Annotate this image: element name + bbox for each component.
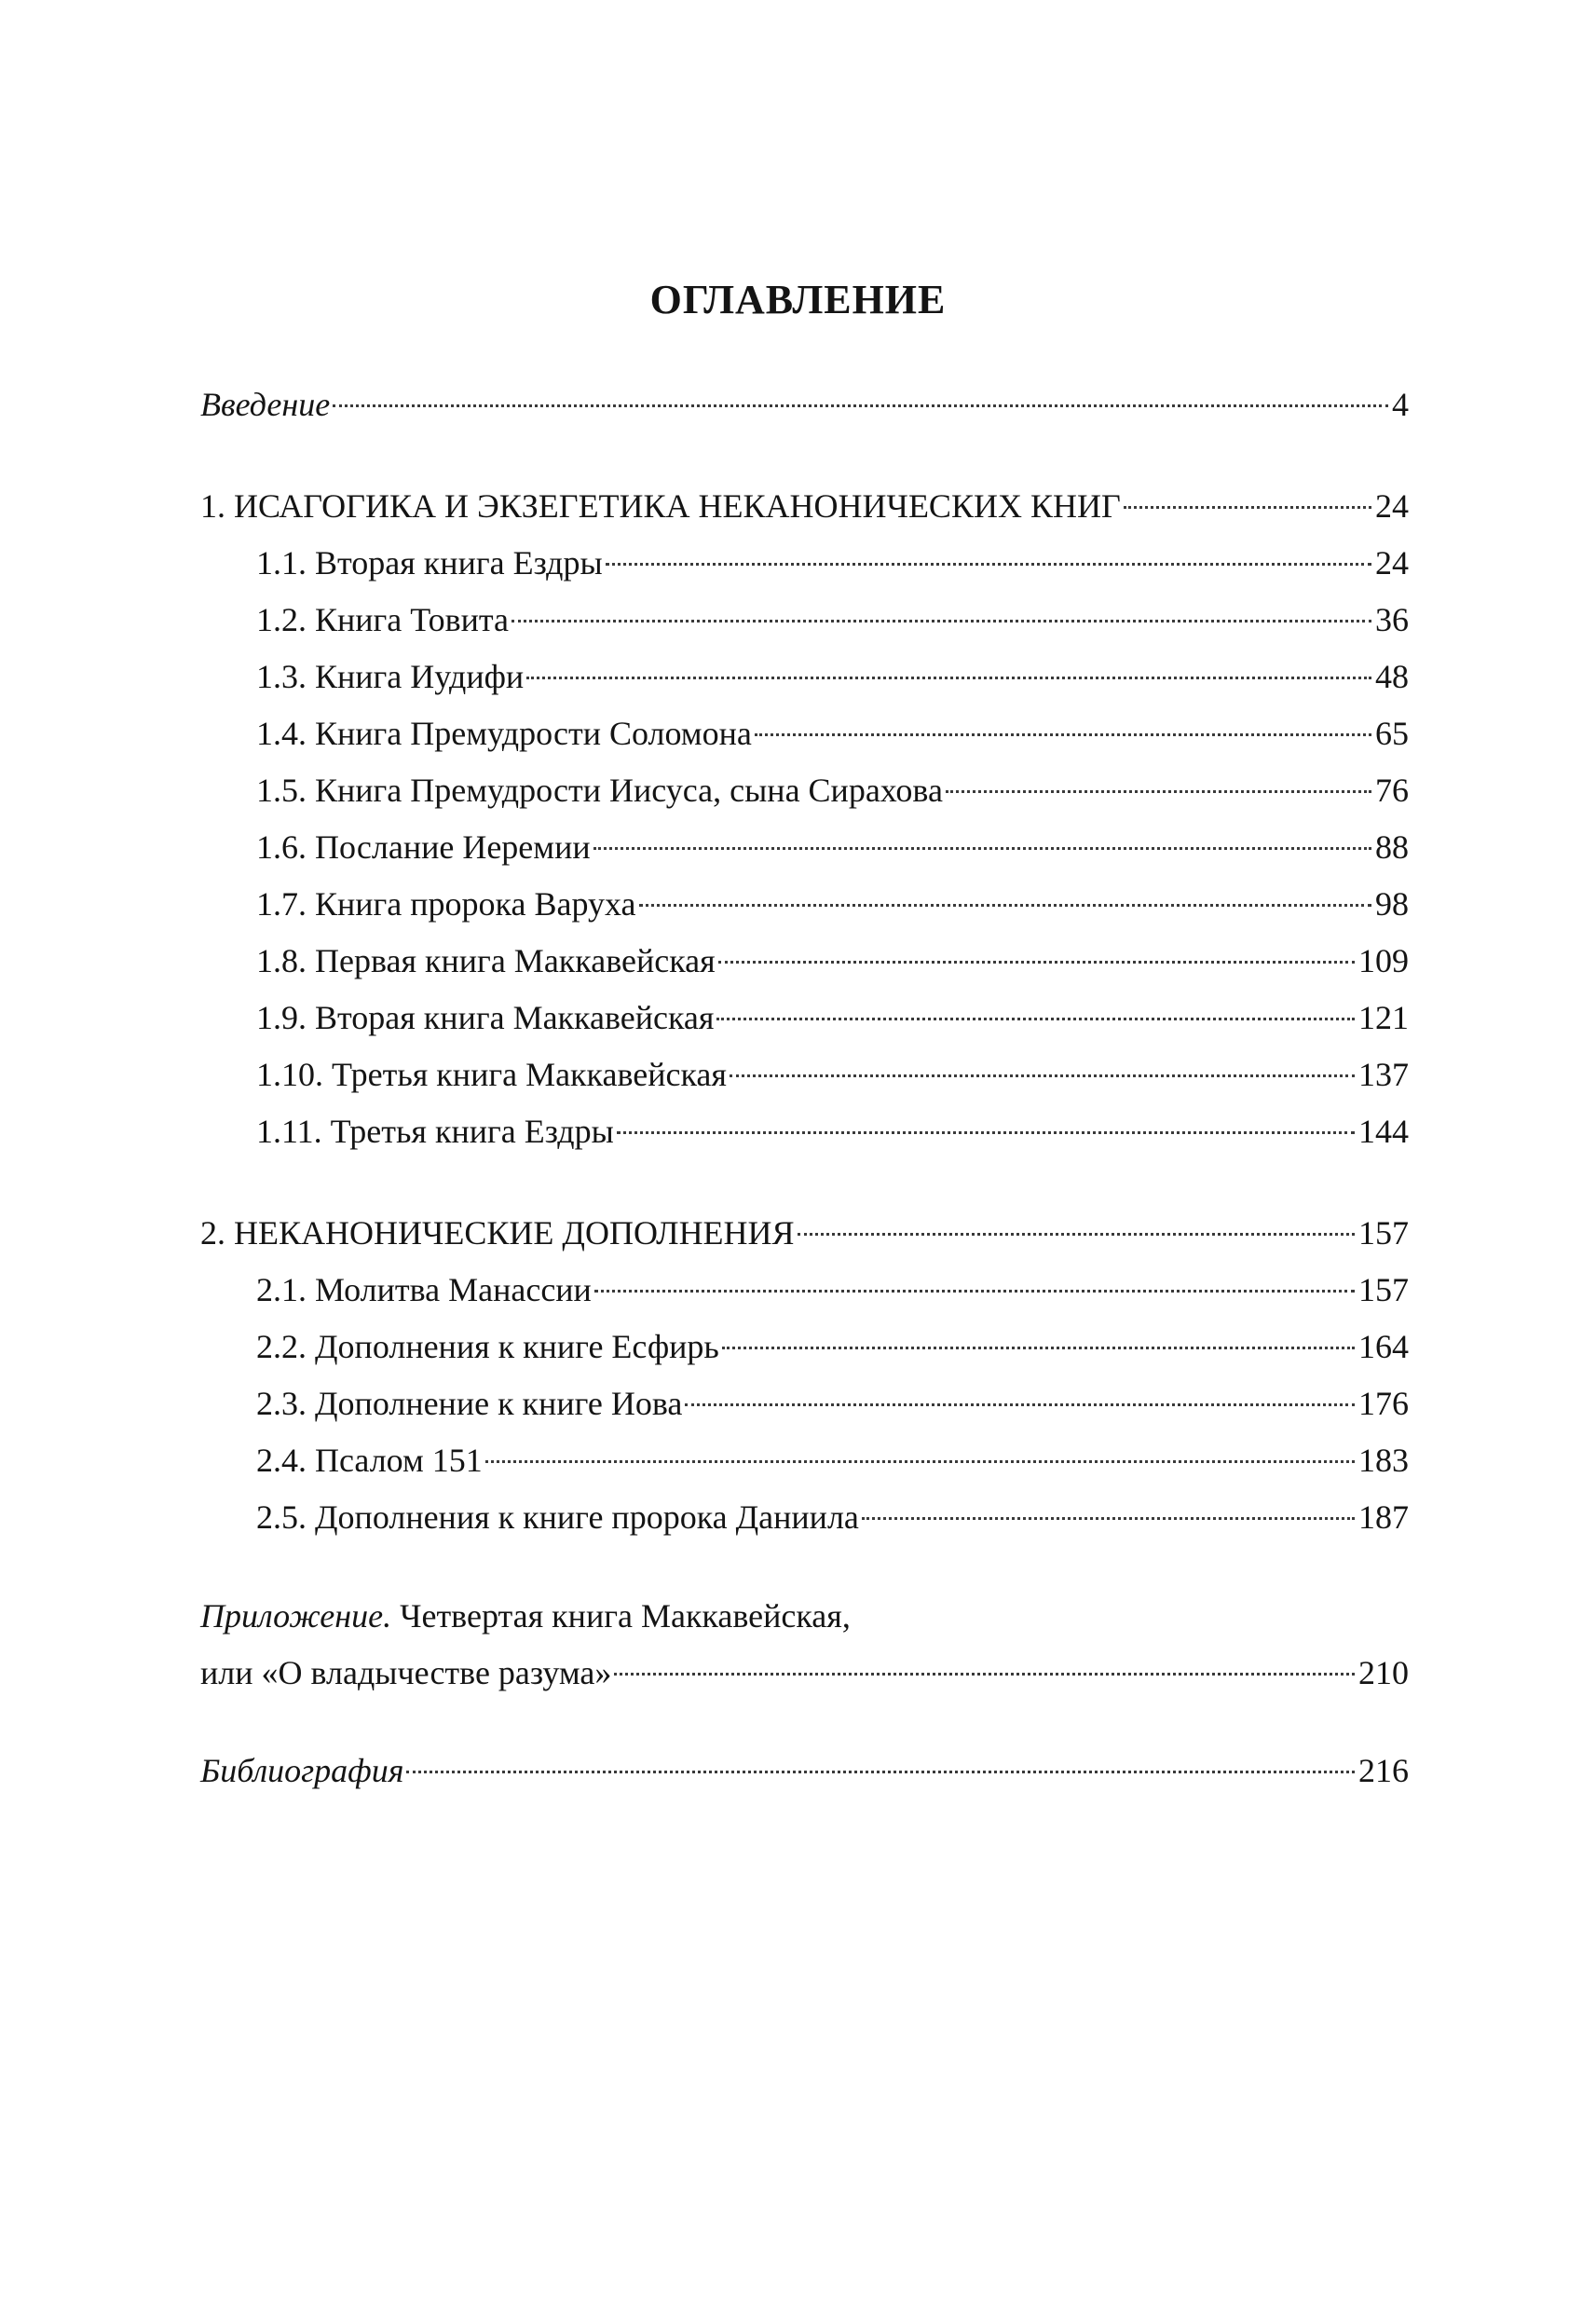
toc-entry-label: 1.8. Первая книга Маккавейская	[256, 942, 716, 979]
dot-leader	[722, 1347, 1355, 1349]
toc-page-number: 24	[1375, 544, 1409, 581]
toc-entry[interactable]	[200, 535, 1409, 592]
toc-entry[interactable]	[200, 1262, 1409, 1319]
toc-entry[interactable]	[200, 762, 1409, 819]
appendix-title-line1: Четвертая книга Маккавейская,	[391, 1597, 851, 1635]
toc-entry-label: Введение	[200, 386, 331, 423]
appendix-prefix: Приложение.	[200, 1597, 392, 1635]
toc-page-number: 157	[1358, 1271, 1409, 1308]
toc-page-number: 24	[1375, 487, 1409, 525]
toc-page-number: 187	[1358, 1498, 1409, 1536]
toc-entry[interactable]	[200, 933, 1409, 990]
dot-leader	[946, 790, 1371, 793]
toc-page-number: 144	[1358, 1113, 1409, 1150]
toc-page-number: 157	[1358, 1214, 1409, 1252]
toc-entry-label: 2.1. Молитва Манассии	[256, 1271, 592, 1308]
toc-entry[interactable]	[200, 1375, 1409, 1432]
toc-entry-label: 1.10. Третья книга Маккавейская	[256, 1056, 727, 1093]
toc-entry-label: 1.11. Третья книга Ездры	[256, 1113, 614, 1150]
dot-leader	[1124, 506, 1371, 509]
dot-leader	[593, 847, 1371, 850]
dot-leader	[485, 1460, 1355, 1463]
toc-entry[interactable]	[200, 705, 1409, 762]
dot-leader	[333, 404, 1388, 407]
dot-leader	[730, 1074, 1355, 1077]
toc-section-2[interactable]	[200, 1205, 1409, 1262]
toc-entry-label: 1.9. Вторая книга Маккавейская	[256, 999, 715, 1036]
toc-page-number: 88	[1375, 828, 1409, 866]
toc-page-number: 65	[1375, 715, 1409, 752]
toc-entry-bibliography[interactable]	[200, 1743, 1409, 1799]
toc-entry-label: 1.2. Книга Товита	[256, 601, 509, 638]
toc-entry-label: 1.7. Книга пророка Варуха	[256, 885, 636, 923]
dot-leader	[685, 1403, 1355, 1406]
toc-page-number: 98	[1375, 885, 1409, 923]
toc-entry[interactable]	[200, 1489, 1409, 1546]
toc-page-number: 36	[1375, 601, 1409, 638]
toc-page-number: 216	[1358, 1752, 1409, 1789]
dot-leader	[798, 1233, 1355, 1236]
dot-leader	[512, 620, 1371, 622]
toc-entry-appendix[interactable]	[200, 1645, 1409, 1702]
toc-page-number: 48	[1375, 658, 1409, 695]
page-title: ОГЛАВЛЕНИЕ	[649, 277, 947, 322]
toc-entry-label: 1.4. Книга Премудрости Соломона	[256, 715, 752, 752]
toc-entry-intro[interactable]	[200, 376, 1409, 433]
toc-page-number: 176	[1358, 1385, 1409, 1422]
appendix-title-line2: или «О владычестве разума»	[200, 1654, 612, 1691]
toc-page-number: 121	[1358, 999, 1409, 1036]
toc-section-label: 1. ИСАГОГИКА И ЭКЗЕГЕТИКА НЕКАНОНИЧЕСКИХ КНИГ	[200, 487, 1121, 525]
dot-leader	[594, 1290, 1355, 1293]
dot-leader	[718, 961, 1355, 964]
dot-leader	[639, 904, 1372, 907]
toc-entry-label: 1.3. Книга Иудифи	[256, 658, 525, 695]
toc-page-number: 4	[1392, 386, 1409, 423]
toc-entry[interactable]	[200, 819, 1409, 876]
toc-entry[interactable]	[200, 876, 1409, 933]
toc-page-number: 137	[1358, 1056, 1409, 1093]
toc-entry-label: 1.6. Послание Иеремии	[256, 828, 591, 866]
toc-entry-label: 2.3. Дополнение к книге Иова	[256, 1385, 683, 1422]
toc-page-number: 109	[1358, 942, 1409, 979]
toc-section-label: 2. НЕКАНОНИЧЕСКИЕ ДОПОЛНЕНИЯ	[200, 1214, 795, 1252]
toc-page-number: 76	[1375, 772, 1409, 809]
toc-section-1[interactable]	[200, 478, 1409, 535]
toc-entry-label: 1.1. Вторая книга Ездры	[256, 544, 603, 581]
toc-appendix-first-line[interactable]	[200, 1588, 1409, 1645]
dot-leader	[617, 1131, 1355, 1134]
toc-entry[interactable]	[200, 1047, 1409, 1103]
dot-leader	[606, 563, 1371, 566]
toc-entry[interactable]	[200, 990, 1409, 1047]
dot-leader	[862, 1517, 1355, 1520]
toc-entry-label: 2.2. Дополнения к книге Есфирь	[256, 1328, 719, 1365]
toc-entry[interactable]	[200, 649, 1409, 705]
dot-leader	[716, 1018, 1355, 1020]
dot-leader	[526, 677, 1371, 679]
toc-entry-label: 2.4. Псалом 151	[256, 1442, 483, 1479]
dot-leader	[614, 1673, 1355, 1676]
toc-page-number: 183	[1358, 1442, 1409, 1479]
dot-leader	[755, 733, 1371, 736]
toc-entry[interactable]	[200, 592, 1409, 649]
toc-page-number: 210	[1358, 1654, 1409, 1691]
dot-leader	[406, 1771, 1355, 1773]
toc-page-number: 164	[1358, 1328, 1409, 1365]
toc-entry-label: Библиография	[200, 1752, 404, 1789]
toc-entry[interactable]	[200, 1319, 1409, 1375]
toc-entry-label: 1.5. Книга Премудрости Иисуса, сына Сирахова	[256, 772, 943, 809]
toc-entry[interactable]	[200, 1103, 1409, 1160]
table-of-contents	[200, 376, 1409, 1799]
toc-entry[interactable]	[200, 1432, 1409, 1489]
toc-entry-label: 2.5. Дополнения к книге пророка Даниила	[256, 1498, 859, 1536]
